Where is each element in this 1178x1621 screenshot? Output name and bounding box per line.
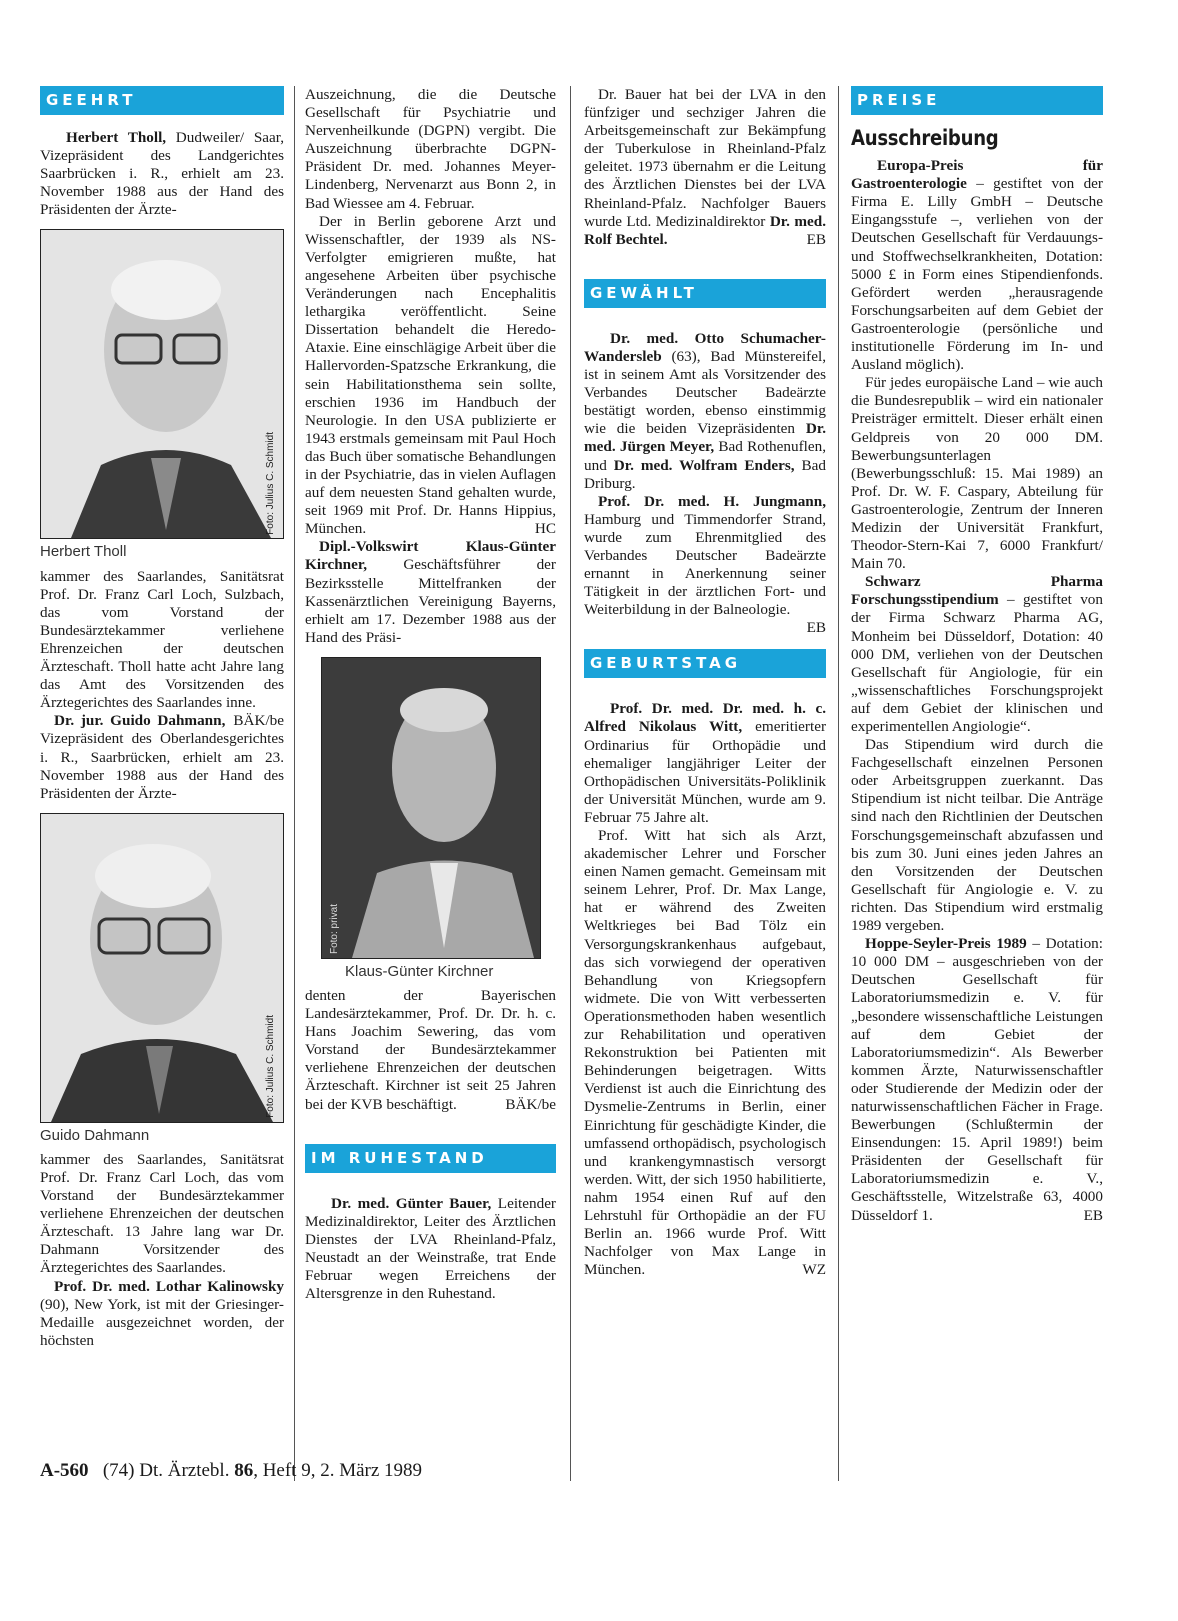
page-number: A-560 <box>40 1460 89 1481</box>
column-rule-3 <box>838 86 839 1481</box>
paragraph-text: kammer des Saarlandes, Sanitätsrat Prof. Dr. Franz Carl Loch, Sulzbach, das vom Vorstand der Bundesärztekammer verliehene Ehrenzeichen der deutschen Ärzteschaft. Tholl hatte acht Jahre lang das Amt des Vorsitzenden des Ärztegerichtes des Saarlandes inne. <box>40 567 284 712</box>
column-4 <box>851 86 1103 1225</box>
section-band-geburtstag: GEBURTSTAG <box>584 649 826 678</box>
paragraph-text: – Dotation: 10 000 DM – ausgeschrieben von der Deutschen Gesellschaft für Laboratoriumsmedizin e. V. für „besondere wissenschaftliche Leistungen auf dem Gebiet der Laboratoriumsmedizin“. Als Bewerber kommen Ärzte, Naturwissenschaftler oder Studierende der Medizin oder der naturwissenschaftlichen Fächer in Frage. Bewerbungen (Schlußtermin der Einsendungen: 15. April 1989!) beim Präsidenten der Gesellschaft für Laboratoriumsmedizin e. V., Geschäftsstelle, Witzelstraße 63, 4000 Düsseldorf 1. <box>851 935 1103 1224</box>
paragraph-kirchner <box>305 538 556 647</box>
paragraph-witt <box>584 700 826 827</box>
paragraph-hoppe-seyler <box>851 935 1103 1225</box>
prize-name: Hoppe-Seyler-Preis 1989 <box>865 935 1027 953</box>
paragraph-kalinowsky-bio <box>305 213 556 539</box>
person-name: Dr. med. Rolf Bechtel. <box>584 212 826 248</box>
person-name: Dr. jur. Guido Dahmann, <box>54 712 226 730</box>
column-3 <box>584 86 826 1279</box>
photo-tholl <box>40 229 284 539</box>
section-band-ruhestand: IM RUHESTAND <box>305 1144 556 1173</box>
paragraph-tholl <box>40 129 284 219</box>
photo-kirchner <box>321 657 541 959</box>
section-band-gewaehlt: GEWÄHLT <box>584 279 826 308</box>
paragraph-dahmann-cont: kammer des Saarlandes, Sanitätsrat Prof. Dr. Franz Carl Loch, das vom Vorstand der Bundesärztekammer verliehene Ehrenzeichen der deutschen Ärzteschaft. 13 Jahre lang war Dr. Dahmann Vorsitzender des Ärztegerichtes des Saarlandes. <box>40 1150 284 1277</box>
person-name: Prof. Dr. med. Lothar Kalinowsky <box>54 1277 284 1295</box>
paragraph-text: Hamburg und Timmendorfer Strand, wurde zum Ehrenmitglied des Verbandes Deutscher Badeärzte ernannt in Anerkennung seiner Tätigkeit in der ärztlichen Fort- und Weiterbildung in der Balneologie. <box>584 510 826 619</box>
photo-credit: Foto: privat <box>329 903 340 954</box>
portrait-image <box>41 230 283 538</box>
person-name: Dr. med. Jürgen Meyer, <box>584 420 826 456</box>
paragraph-text: Leitender Medizinaldirektor, Leiter des Ärztlichen Dienstes der LVA Rheinland-Pfalz, Neustadt an der Weinstraße, trat Ende Februar wegen Erreichens der Altersgrenze in den Ruhestand. <box>305 1194 556 1303</box>
paragraph-schwarz-pharma-2: Das Stipendium wird durch die Fachgesellschaft einzelnen Personen oder Arbeitsgruppen zuerkannt. Das Stipendium ist nicht teilbar. Die Anträge sind nach den Richtlinien der Deutschen Forschungsgemeinschaft abzufassen und bis zum 30. Juni eines jeden Jahres an den Vorsitzenden der Deutschen Gesellschaft für Angiologie e. V. zu richten. Das Stipendium wird erstmalig 1989 vergeben. <box>851 736 1103 935</box>
paragraph-text: Geschäftsführer der Bezirksstelle Mittelfranken der Kassenärztlichen Vereinigung Bayerns, erhielt am 17. Dezember 1988 aus der Hand des Präsi- <box>305 556 556 646</box>
author-signature: EB <box>806 619 826 637</box>
paragraph-text: Der in Berlin geborene Arzt und Wissenschaftler, der 1939 als NS-Verfolgter emigrieren mußte, hat angesehene Arbeiten über psychische Veränderungen nach Encephalitis lethargika veröffentlicht. Seine Dissertation behandelt die Heredo-Ataxie. Eine einschlägige Arbeit über die Hallervorden-Spatzsche Erkrankung, die sein Habilitationsthema sein sollte, erschien 1936 im Handbuch der Neurologie. In den USA publizierte er 1943 erstmals gemeinsam mit Paul Hoch das Buch über somatische Behandlungen in der Psychiatrie, das in vielen Auflagen auf dem neuesten Stand gehalten wurde, seit 1969 mit Prof. Dr. Hanns Hippius, München. <box>305 212 556 538</box>
paragraph-schwarz-pharma <box>851 573 1103 736</box>
paragraph-witt-bio <box>584 827 826 1279</box>
photo-credit: Foto: Julius C. Schmidt <box>264 1014 276 1118</box>
paragraph-text: Vizepräsident des Oberlandesgerichtes i. R., Saarbrücken, erhielt am 23. November 1988 aus der Hand des Präsidenten der Ärzte- <box>40 730 284 802</box>
author-signature: EB <box>1083 1206 1103 1224</box>
paragraph-text: (90), New York, ist mit der Griesinger-Medaille ausgezeichnet worden, der höchsten <box>40 1295 284 1349</box>
person-name: Prof. Dr. med. H. Jungmann, <box>598 492 826 510</box>
column-rule-1 <box>294 86 295 1481</box>
portrait-image <box>41 814 283 1122</box>
paragraph-text: Prof. Witt hat sich als Arzt, akademischer Lehrer und Forscher einen Namen gemacht. Gemeinsam mit seinem Lehrer, Prof. Dr. Max Lange, hat er während des Zweiten Weltkrieges bei Bad Tölz ein Versorgungskrankenhaus aufgebaut, das sich vorwiegend der operativen Behandlung von Kriegsopfern widmete. Die von Witt verbesserten Operationsmethoden haben wesentlich zur Rehabilitation und operativen Rekonstruktion bei Patienten mit Behinderungen beigetragen. Witts Verdienst ist auch die Einrichtung des Dysmelie-Zentrums in Berlin, einer Einrichtung für geschädigte Kinder, die umfassend orthopädisch, psychologisch und krankengymnastisch versorgt werden. Witt, der sich 1950 habilitierte, nahm 1954 einen Ruf auf den Lehrstuhl für Orthopädie an der FU Berlin an. 1966 wurde Prof. Witt Nachfolger von Max Lange in München. <box>584 827 826 1279</box>
paragraph-kalinowsky-cont: Auszeichnung, die die Deutsche Gesellschaft für Psychiatrie und Nervenheilkunde (DGPN) vergibt. Die Auszeichnung überbrachte DGPN-Präsident Dr. med. Johannes Meyer-Lindenberg, Nervenarzt aus Bonn 2, in Bad Wiessee am 4. Februar. <box>305 86 556 212</box>
section-band-preise: PREISE <box>851 86 1103 115</box>
paragraph-text: Dr. Bauer hat bei der LVA in den fünfziger und sechziger Jahren die Arbeitsgemeinschaft zur Bekämpfung der Tuberkulose in Rheinland-Pfalz geleitet. 1973 übernahm er die Leitung des Ärztlichen Dienstes bei der LVA Rheinland-Pfalz. Nachfolger Bauers wurde Ltd. Medizinaldirektor <box>584 86 826 230</box>
paragraph-schumacher <box>584 330 826 493</box>
paragraph-kalinowsky <box>40 1278 284 1350</box>
column-1 <box>40 86 284 1350</box>
paragraph-text: Dudweiler/ Saar, Vizepräsident des Landgerichtes Saarbrücken i. R., erhielt am 23. November 1988 aus der Hand des Präsidenten der Ärzte- <box>40 129 284 219</box>
photo-caption: Klaus-Günter Kirchner <box>345 962 494 980</box>
author-signature: BÄK/be <box>233 712 284 730</box>
page-footer <box>40 1460 422 1482</box>
photo-caption: Guido Dahmann <box>40 1126 150 1144</box>
author-signature: WZ <box>802 1261 826 1279</box>
section-band-geehrt: GEEHRT <box>40 86 284 115</box>
person-name: Herbert Tholl, <box>66 129 167 146</box>
paragraph-text: (63), Bad Münstereifel, ist in seinem Amt als Vorsitzender des Verbandes Deutscher Badeärzte bestätigt worden, ebenso einstimmig wie die beiden Vizepräsidenten <box>584 347 826 438</box>
photo-dahmann <box>40 813 284 1123</box>
paragraph-bauer-cont <box>584 86 826 249</box>
person-name: Prof. Dr. med. Dr. med. h. c. Alfred Nikolaus Witt, <box>584 700 826 736</box>
paragraph-text: – gestiftet von der Firma E. Lilly GmbH – Deutsche Eingangsstufe –, verliehen von der Deutschen Gesellschaft für Verdauungs- und Stoffwechselkrankheiten, Dotation: 5000 £ in Form eines Stipendienfonds. Gefördert werden „herausragende Forschungsarbeiten auf dem Gebiet der Gastroenterologie (persönliche und institutionelle Förderung im In- und Ausland möglich). <box>851 175 1103 374</box>
paragraph-text: Bad Rothenuflen, und <box>584 438 826 474</box>
prize-name: Schwarz Pharma Forschungsstipendium <box>851 573 1103 609</box>
author-signature: BÄK/be <box>505 1095 556 1113</box>
issue-prefix: (74) Dt. Ärztebl. <box>102 1460 235 1481</box>
paragraph-bauer <box>305 1195 556 1304</box>
paragraph-text: emeritierter Ordinarius für Orthopädie und ehemaliger langjähriger Leiter der Orthopädischen Universitäts-Poliklinik der Universität München, wurde am 9. Februar 75 Jahre alt. <box>584 718 826 826</box>
paragraph-europa-preis <box>851 157 1103 374</box>
prize-name: Europa-Preis für Gastroenterologie <box>851 157 1103 193</box>
author-signature: HC <box>534 520 556 538</box>
author-signature: EB <box>806 230 826 248</box>
issue-info: , Heft 9, 2. März 1989 <box>253 1460 423 1481</box>
column-rule-2 <box>570 86 571 1481</box>
photo-credit: Foto: Julius C. Schmidt <box>264 431 276 535</box>
photo-caption: Herbert Tholl <box>40 543 127 561</box>
volume-number: 86 <box>234 1460 254 1481</box>
person-name: Dr. med. Wolfram Enders, <box>613 456 795 474</box>
person-name: Dipl.-Volkswirt Klaus-Günter Kirchner, <box>305 538 556 574</box>
paragraph-text: Bad Driburg. <box>584 456 827 492</box>
paragraph-jungmann <box>584 492 826 637</box>
paragraph-kirchner-cont <box>305 987 556 1114</box>
column-2 <box>305 86 556 1303</box>
paragraph-text: – gestiftet von der Firma Schwarz Pharma AG, Monheim bei Düsseldorf, Dotation: 40 000 DM, verliehen von der Deutschen Gesellschaft für Angiologie, für ein „wissenschaftliches Forschungsprojekt auf dem Gebiet der klinischen und experimentellen Angiologie“. <box>851 591 1103 735</box>
paragraph-europa-preis-2: Für jedes europäische Land – wie auch die Bundesrepublik – wird ein nationaler Preisträger ermittelt. Dieser erhält einen Geldpreis von 20 000 DM. Bewerbungsunterlagen (Bewerbungsschluß: 15. Mai 1989) an Prof. Dr. W. F. Caspary, Abteilung für Gastroenterologie, Zentrum der Inneren Medizin der Universität Frankfurt, Theodor-Stern-Kai 7, 6000 Frankfurt/ Main 70. <box>851 374 1103 573</box>
portrait-image <box>322 658 540 958</box>
person-name: Dr. med. Otto Schumacher-Wandersleb <box>584 329 826 365</box>
article-headline: Ausschreibung <box>851 126 999 150</box>
paragraph-text: denten der Bayerischen Landesärztekammer, Prof. Dr. Dr. h. c. Hans Joachim Sewering, das vom Vorstand der Bundesärztekammer verliehene Ehrenzeichen der deutschen Ärzteschaft. Kirchner ist seit 25 Jahren bei der KVB beschäftigt. <box>305 987 556 1113</box>
person-name: Dr. med. Günter Bauer, <box>331 1194 492 1212</box>
